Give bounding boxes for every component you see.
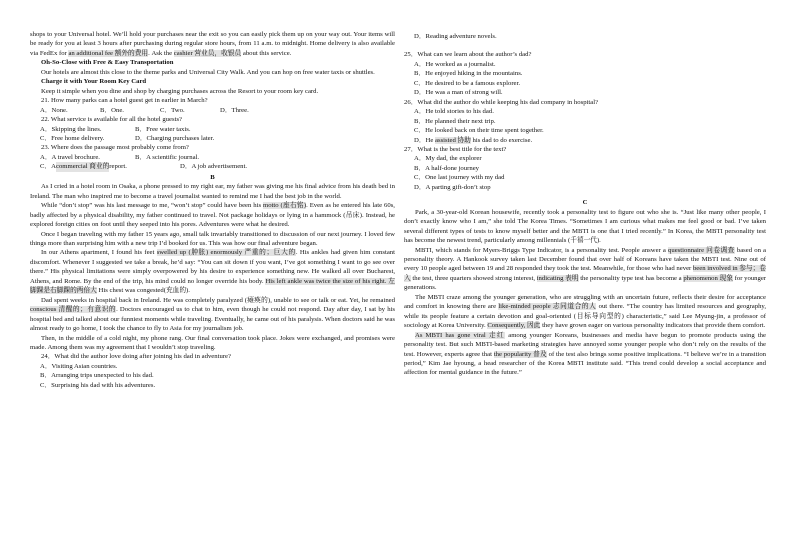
question-22: 22. What service is available for all the hotel guests? xyxy=(41,116,183,124)
paragraph-b6: Then, in the middle of a cold night, my phone rang. Our final conversation took place. Jokes were exchanged, and promises were made. Among them was my agreement that I wouldn’t stop traveling. xyxy=(30,334,395,351)
highlight-note: motto (座右铭) xyxy=(263,202,307,210)
paragraph-b4: In our Athens apartment, I found his feet swelled up (肿胀) enormously 严重的；巨大的. His ankles had given him constant discomfort. Whenever I suggested we take a break, he’d say: “You can sit down if you want, I’ve got something I want to go see over there.” His physical limitations were simply overpowered by his desire to experience something new. He walked all over Bucharest, Athens, and Rome. By the end of the trip, his mind could no longer override his body. His left ankle was twice the size of his right. 左脚踝是右脚踝的两倍大 His chest was congested(充血的). xyxy=(30,249,396,295)
option: D．A parting gift-don’t stop xyxy=(414,183,491,191)
option: A．Skipping the lines. xyxy=(40,125,102,133)
paragraph-c1: Park, a 30-year-old Korean housewife, recently took a personality test to figure out who she is. “Just like many other people, I don’t exactly know who I am,” she told The Korea Times. “Sometimes I am curious what makes me feel good or bad. I’ve taken several different types of tests to know myself better and the MBTI is one that I tried recently.” In Korea, the MBTI personality test has become the newest trend, particularly among millennials (千禧一代). xyxy=(404,208,766,245)
highlight-note: like-minded people 志同道合的人 xyxy=(498,303,597,311)
heading-transportation: Oh-So-Close with Free & Easy Transportation xyxy=(41,59,174,67)
option: D．Reading adventure novels. xyxy=(414,33,497,40)
option: B．Free water taxis. xyxy=(135,125,191,133)
paragraph-b3: Once I began traveling with my father 15 years ago, small talk invariably transitioned to discussion of our next journey. I loved few things more than surprising him with a new trip I’d booked for us. This was how our final adventure began. xyxy=(30,230,395,247)
option: A．A travel brochure. xyxy=(40,153,100,161)
paragraph-room-key: Keep it simple when you dine and shop by charging purchases across the Resort to your room key card. xyxy=(41,87,319,95)
heading-room-key: Charge it with Your Room Key Card xyxy=(41,78,147,86)
option: A．My dad, the explorer xyxy=(414,155,482,163)
highlight-note: As MBTI has gone viral 走红 xyxy=(415,331,506,339)
question-22-options-row1 xyxy=(30,125,395,134)
paragraph-c2: MBTI, which stands for Myers-Briggs Type Indicator, is a personality test. People answer a questionnaire 问卷调查 based on a personality theory. A Hankook survey taken last December found that over half of Koreans have taken the MBTI test. Nine out of every 10 people aged between 19 and 28 responded they took the test. Meanwhile, for those who had never been involved in 参与；卷入 the test, three quarters showed strong interest, indicating 表明 the personality type test has become a phenomenon 现象 for younger generations. xyxy=(404,246,767,292)
highlight-note: assisted 协助 xyxy=(435,136,471,144)
highlight-note: cashier 营业员，收银员 xyxy=(173,49,242,57)
option: C．Free home delivery. xyxy=(40,134,105,142)
paragraph-b5: Dad spent weeks in hospital back in Ireland. He was completely paralyzed (瘫痪的), unable to see or talk or eat. Yet, he remained conscious 清醒的；有意识的. Doctors encouraged us to chat to him, even though he could not respond. Day after day, I sat by his hospital bed and talked about our funniest moments while traveling. Eventually, he came out of his paralysis. When doctors said he was almost ready to go home, I took the chance to fly to Asia for my journalism job. xyxy=(30,296,395,333)
highlight-note: questionnaire 问卷调查 xyxy=(668,246,735,254)
option: B．He planned their next trip. xyxy=(414,117,496,125)
question-21: 21. How many parks can a hotel guest get in earlier in March? xyxy=(41,97,208,105)
option: A．Visiting Asian countries. xyxy=(40,362,118,370)
paragraph-b1: As I cried in a hotel room in Osaka, a phone pressed to my right ear, my father was giving me his final advice from his death bed in Ireland. The man who inspired me to become a travel journalist wanted to remind me I had the best job in the world. xyxy=(30,183,395,200)
spacer xyxy=(404,41,766,50)
paragraph-shopping xyxy=(30,30,395,58)
option: C．He looked back on their time spent together. xyxy=(414,127,544,135)
highlight-note: swelled up (肿胀) enormously 严重的；巨大的 xyxy=(156,249,296,257)
option: B．He enjoyed hiking in the mountains. xyxy=(414,70,523,78)
option: A．He worked as a journalist. xyxy=(414,60,496,68)
option: B．Arranging trips unexpected to his dad. xyxy=(40,372,154,380)
question-23-options-row1 xyxy=(30,153,395,162)
highlight-note: the popularity 普及 xyxy=(493,350,547,358)
question-27: 27．What is the best title for the text? xyxy=(404,145,507,153)
option: C．Two. xyxy=(160,106,185,114)
text: about this service. xyxy=(241,49,292,57)
paragraph-transportation: Our hotels are almost this close to the theme parks and Universal City Walk. And you can hop on free water taxis or shuttles. xyxy=(41,68,375,76)
right-column xyxy=(404,32,766,378)
paragraph-c3: The MBTI craze among the younger generation, who are struggling with an uncertain future, reflects their desire for acceptance and comfort in knowing there are like-minded people 志同道合的人 out there. “The country has limited resources and geography, while its people feature a certain devotion and goal-oriented (目标导向型的) characteristic,” said Lee Myung-jin, a professor of sociology at Korea University. Consequently, 因此 they have grown eager on various personality indicators that provide them comfort. xyxy=(404,293,767,330)
option: B．One. xyxy=(100,106,124,114)
question-25: 25．What can we learn about the author’s dad? xyxy=(404,51,532,59)
option: D．He assisted 协助 his dad to do exercise. xyxy=(414,136,533,144)
option: B．A scientific journal. xyxy=(135,153,200,161)
question-24: 24．What did the author love doing after joining his dad in adventure? xyxy=(41,353,231,361)
paragraph-c4: As MBTI has gone viral 走红 among younger Koreans, businesses and media have begun to promote products using the personality test. But such MBTI-based marketing strategies have annoyed some younger people who don’t rely on the results of the test. However, experts agree that the popularity 普及 of the test also brings some positive implications. “I believe we’re in a transition period,” Kim Jae hyoung, a head researcher of the Korea MBTI institute said. “This trend could develop a social acceptance and affection for mental guidance in the future.” xyxy=(404,331,767,377)
question-23-options-row2 xyxy=(30,162,395,171)
question-22-options-row2 xyxy=(30,134,395,143)
question-26: 26．What did the author do while keeping his dad company in hospital? xyxy=(404,98,599,106)
left-column xyxy=(30,30,395,390)
highlight-note: conscious 清醒的；有意识的 xyxy=(30,306,117,314)
highlight-note: been involved in 参与；卷入 xyxy=(404,265,766,282)
option: D．He was a man of strong will. xyxy=(414,89,503,97)
text: . Ask the xyxy=(148,49,173,57)
option: D．Three. xyxy=(220,106,249,114)
option: A．He told stories to his dad. xyxy=(414,108,494,116)
option: B．A half-done journey xyxy=(414,164,480,172)
question-23: 23. Where does the passage most probably come from? xyxy=(41,144,189,152)
text: shops to your Universal hotel. We’ll hold your purchases near the exit so you can easily pick them up on your way out. Your items will be ready for you at least 3 hours after purchasing during regular store hours, from 11 a.m. to midnight. Home delivery is also available via FedEx for xyxy=(30,31,395,57)
highlight-note: His left ankle was twice the size of his right. 左脚踝是右脚踝的两倍大 xyxy=(30,277,395,295)
highlight-note: an additional fee 额外的费用 xyxy=(68,49,149,57)
option: C．Acommercial 商业的report. xyxy=(40,163,127,171)
highlight-note: Consequently, 因此 xyxy=(487,322,541,330)
option: A．None. xyxy=(40,106,68,114)
section-b-title: B xyxy=(210,173,215,181)
question-21-options xyxy=(30,106,395,115)
option: D．A job advertisement. xyxy=(180,163,248,171)
option: C．Surprising his dad with his adventures. xyxy=(40,381,156,389)
highlight-note: phenomenon 现象 xyxy=(683,274,733,282)
paragraph-b2: While “don’t stop” was his last message to me, “won’t stop” could have been his motto (座右铭). Even as he entered his late 60s, badly affected by a physical disability, my father continued to travel. Not package holidays or lying in a hammock (吊床). Instead, he explored foreign cities on foot until they seeped into his pores. Adventures were what he desired. xyxy=(30,202,395,229)
section-c-title: C xyxy=(582,199,588,207)
option: C．One last journey with my dad xyxy=(414,174,505,182)
highlight-note: indicating 表明 xyxy=(536,274,579,282)
highlight-note: commercial 商业的 xyxy=(55,163,110,171)
option: D．Charging purchases later. xyxy=(135,134,215,142)
option: C．He desired to be a famous explorer. xyxy=(414,79,521,87)
